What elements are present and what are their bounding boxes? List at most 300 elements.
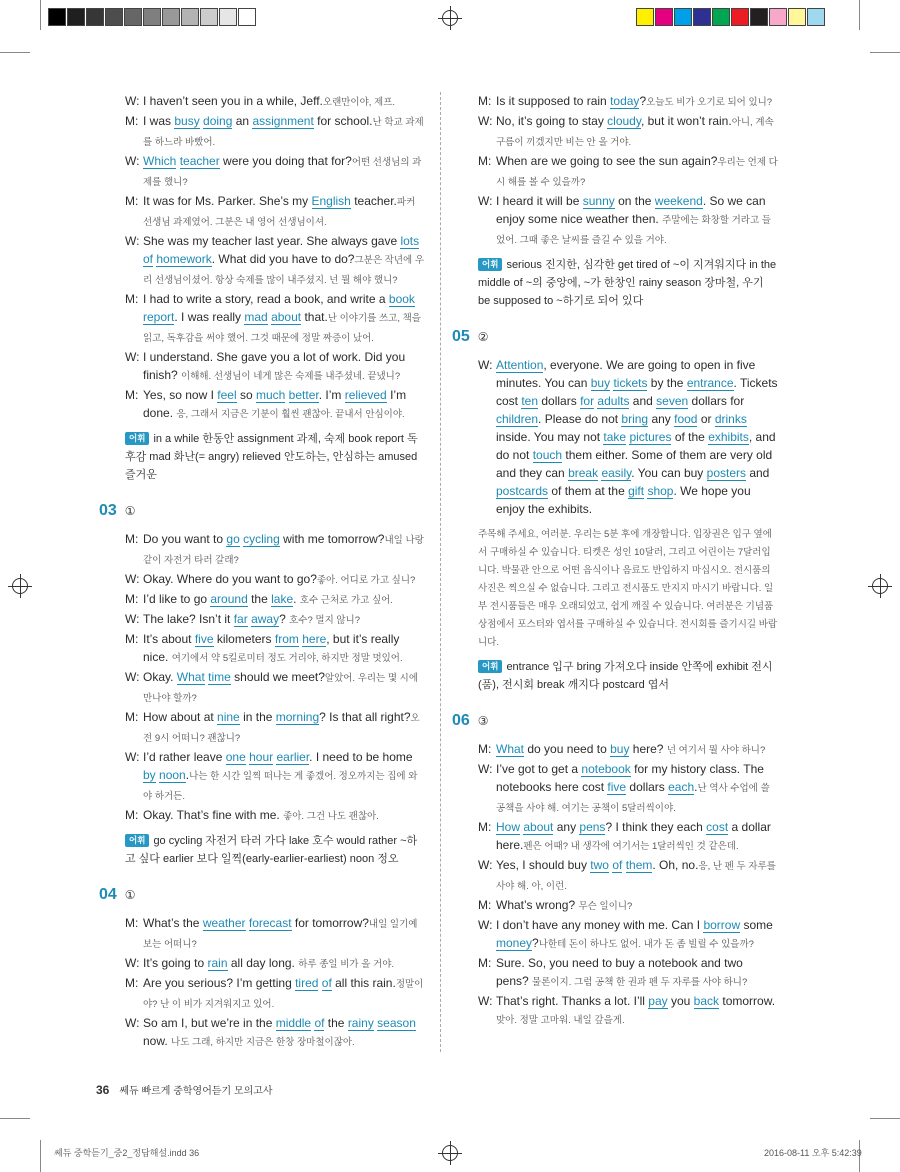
dialogue-line <box>478 152 778 192</box>
korean-translation: 하루 종일 비가 올 거야. <box>298 959 395 970</box>
vocab-badge: 어휘 <box>125 432 149 445</box>
answer-word: borrow <box>703 918 741 932</box>
answer-word: posters <box>706 466 746 480</box>
dialogue-line <box>125 386 425 424</box>
korean-translation: 아니, 계속 구름이 끼겠지만 비는 안 올 거야. <box>496 117 774 148</box>
answer-word: of <box>321 976 332 990</box>
color-swatch <box>769 8 787 26</box>
answer-word: postcards <box>496 484 549 498</box>
answer-word: ten <box>521 394 539 408</box>
english-text: teacher. <box>350 194 397 208</box>
speaker-label: W: <box>125 94 140 108</box>
answer-word: much <box>255 388 286 402</box>
english-text: , but it won’t rain. <box>640 114 732 128</box>
english-text: Yes, so now I <box>143 388 218 402</box>
korean-translation: 오랜만이야, 제프. <box>322 97 396 108</box>
vocab-text: go cycling 자전거 타러 가다 lake 호수 would rather ~하고 싶다 earlier 보다 일찍(early-earlier-earliest) noon 정오 <box>125 835 418 865</box>
korean-translation: 나한테 돈이 하나도 없어. 내가 돈 좀 빌릴 수 있을까? <box>538 939 754 950</box>
speaker-label: W: <box>125 350 140 364</box>
dialogue-line <box>125 708 425 748</box>
color-swatch <box>219 8 237 26</box>
answer-choice: ① <box>124 504 136 518</box>
registration-mark-top <box>442 10 458 26</box>
registration-mark-bottom <box>442 1145 458 1161</box>
english-text: and <box>629 394 657 408</box>
color-swatch <box>731 8 749 26</box>
speaker-label: M: <box>125 976 139 990</box>
crop-mark <box>870 52 900 53</box>
korean-translation: 응, 그래서 지금은 기분이 훨씬 괜찮아. 끝내서 안심이야. <box>176 409 405 420</box>
question-header <box>99 886 425 904</box>
dialogue-line <box>125 530 425 570</box>
english-text: . Please do not <box>538 412 622 426</box>
english-text: I was <box>143 114 175 128</box>
answer-word: English <box>311 194 351 208</box>
dialogue-line <box>125 152 425 192</box>
speaker-label: W: <box>125 612 140 626</box>
dialogue-line <box>125 748 425 806</box>
english-text: No, it’s going to stay <box>496 114 608 128</box>
english-text: Okay. That’s fine with me. <box>143 808 284 822</box>
english-text: should we meet? <box>230 670 325 684</box>
answer-word: of <box>143 252 154 266</box>
english-text: . <box>185 768 190 782</box>
question-header <box>452 328 778 346</box>
english-text: . I need to be home <box>309 750 413 764</box>
color-swatch <box>636 8 654 26</box>
dialogue-line <box>478 818 778 856</box>
english-text: and <box>746 466 770 480</box>
answer-word: tired <box>295 976 319 990</box>
answer-word: sunny <box>582 194 615 208</box>
english-text: . <box>694 780 698 794</box>
english-text: The lake? Isn’t it <box>143 612 234 626</box>
speaker-label: W: <box>478 994 493 1008</box>
book-title: 쎄듀 빠르게 중학영어듣기 모의고사 <box>119 1086 273 1097</box>
dialogue-03 <box>125 530 425 826</box>
speaker-label: M: <box>478 94 492 108</box>
dialogue-line <box>125 290 425 348</box>
color-swatch <box>655 8 673 26</box>
answer-word: around <box>210 592 248 606</box>
speaker-label: M: <box>478 820 492 834</box>
speaker-label: M: <box>125 194 139 208</box>
korean-translation: 주말에는 화창할 거라고 들었어. 그때 좋은 날씨를 즐길 수 있을 거야. <box>496 215 771 246</box>
answer-word: doing <box>203 114 233 128</box>
english-text: so <box>236 388 256 402</box>
vocab-badge: 어휘 <box>478 258 502 271</box>
korean-translation: 오전 9시 어떠니? 괜찮니? <box>143 713 420 744</box>
english-text: Is it supposed to rain <box>496 94 611 108</box>
dialogue-line <box>478 954 778 992</box>
answer-word: here <box>302 632 327 646</box>
english-text: . I’m <box>318 388 345 402</box>
question-number: 05 <box>452 328 470 345</box>
registration-mark-right <box>872 578 888 594</box>
english-text: Okay. Where do you want to go? <box>143 572 317 586</box>
answer-word: pay <box>648 994 668 1008</box>
english-text: them either. Some of them are very old and they can <box>496 448 773 480</box>
korean-translation: 여기에서 약 5킬로미터 정도 거리야, 하지만 정말 멋있어. <box>171 653 403 664</box>
english-text: I heard it will be <box>496 194 583 208</box>
color-swatch <box>788 8 806 26</box>
question-header <box>99 502 425 520</box>
dialogue-line <box>478 856 778 896</box>
answer-word: better <box>288 388 319 402</box>
answer-word: forecast <box>248 916 292 930</box>
answer-word: relieved <box>344 388 387 402</box>
crop-mark <box>870 1118 900 1119</box>
speaker-label: W: <box>125 956 140 970</box>
dialogue-line <box>125 1014 425 1052</box>
answer-word: each <box>668 780 695 794</box>
answer-word: for <box>580 394 595 408</box>
korean-translation: 넌 여기서 뭘 사야 하니? <box>666 745 766 756</box>
speaker-label: M: <box>125 292 139 306</box>
answer-word: season <box>377 1016 416 1030</box>
answer-word: lots <box>400 234 420 248</box>
english-text: by the <box>647 376 687 390</box>
right-column <box>452 92 778 1030</box>
korean-translation: 물론이지. 그럼 공책 한 권과 펜 두 자루를 사야 하니? <box>532 977 748 988</box>
english-text: for my history class. The notebooks here cost <box>496 762 764 794</box>
vocab-box <box>478 256 778 310</box>
color-swatch <box>162 8 180 26</box>
english-text: So am I, but we’re in the <box>143 1016 276 1030</box>
english-text: you <box>667 994 694 1008</box>
korean-translation: 파커 선생님 과제였어. 그분은 내 영어 선생님이셔. <box>143 197 416 228</box>
english-text: ? <box>279 612 290 626</box>
speaker-label: M: <box>125 114 139 128</box>
answer-word: touch <box>532 448 563 462</box>
english-text: ? Is that all right? <box>319 710 411 724</box>
english-text: What’s wrong? <box>496 898 579 912</box>
dialogue-line <box>478 916 778 954</box>
english-text: in the <box>239 710 276 724</box>
answer-word: from <box>274 632 299 646</box>
speaker-label: M: <box>125 710 139 724</box>
english-text: ? <box>532 936 539 950</box>
english-text: ? I think they each <box>605 820 707 834</box>
english-text: dollars for <box>688 394 745 408</box>
answer-word: morning <box>275 710 320 724</box>
dialogue-line <box>125 92 425 112</box>
english-text: It’s about <box>143 632 195 646</box>
color-swatch <box>674 8 692 26</box>
dialogue-line <box>125 112 425 152</box>
english-text: do you need to <box>524 742 611 756</box>
answer-word: about <box>523 820 554 834</box>
answer-word: mad <box>244 310 268 324</box>
korean-translation: 맞아. 정말 고마워. 내일 갚을게. <box>496 1015 625 1026</box>
english-text: for tomorrow? <box>291 916 369 930</box>
korean-translation: 무슨 일이니? <box>578 901 633 912</box>
color-swatch <box>238 8 256 26</box>
crop-mark <box>40 0 41 30</box>
vocab-box <box>478 658 778 694</box>
korean-translation: 난 학교 과제를 하느라 바빴어. <box>143 117 424 148</box>
korean-translation: 난 역사 수업에 쓸 공책을 사야 해. 여기는 공책이 5달러씩이야. <box>496 783 770 814</box>
korean-translation: 나는 한 시간 일찍 떠나는 게 좋겠어. 정오까지는 집에 와야 하거든. <box>143 771 418 802</box>
korean-translation: 우리는 언제 다시 해를 볼 수 있을까? <box>496 157 778 188</box>
answer-word: gift <box>628 484 645 498</box>
english-text: . So we can enjoy some nice weather then. <box>496 194 766 226</box>
color-swatch <box>124 8 142 26</box>
answer-word: Attention <box>496 358 544 372</box>
speaker-label: W: <box>125 154 140 168</box>
english-text: any <box>648 412 675 426</box>
answer-word: today <box>610 94 640 108</box>
english-text: all this rain. <box>331 976 396 990</box>
english-text: kilometers <box>213 632 275 646</box>
english-text: the <box>247 592 272 606</box>
column-divider <box>440 92 441 1052</box>
korean-translation: 좋아. 어디로 가고 싶니? <box>316 575 416 586</box>
answer-word: bring <box>621 412 649 426</box>
vocab-text: entrance 입구 bring 가져오다 inside 안쪽에 exhibit 전시(품), 전시회 break 깨지다 postcard 엽서 <box>478 661 773 691</box>
korean-translation: 정말이야? 난 이 비가 지겨워지고 있어. <box>143 979 424 1010</box>
answer-word: five <box>607 780 627 794</box>
translation-05: 주목해 주세요, 여러분. 우리는 5분 후에 개장합니다. 입장권은 입구 옆에서 구매하실 수 있습니다. 티켓은 성인 10달러, 그리고 어린이는 7달러입니다. 박물관 안으로 어떤 음식이나 음료도 반입하지 마십시오. 전시품의 사진은 찍으실 수 없습니다. 그리고 전시품도 만지지 마시기 바랍니다. 일부 전시품들은 매우 오래되었고, 쉽게 깨질 수 있습니다. 여러분은 기념품 상점에서 포스터와 엽서를 구매하실 수 있습니다. 전시회를 즐기시길 바랍니다. <box>478 529 778 648</box>
dialogue-line <box>125 348 425 386</box>
korean-translation: 내일 나랑 같이 자전거 타러 갈래? <box>143 535 424 566</box>
answer-word: of <box>612 858 623 872</box>
answer-word: about <box>271 310 302 324</box>
english-text: inside. You may not <box>496 430 604 444</box>
english-text: that. <box>301 310 328 324</box>
color-swatch <box>712 8 730 26</box>
english-text: or <box>697 412 715 426</box>
answer-word: entrance <box>686 376 734 390</box>
speaker-label: W: <box>125 572 140 586</box>
crop-mark <box>40 1140 41 1172</box>
color-swatch <box>67 8 85 26</box>
english-text: , everyone. We are going to open in five minutes. You can <box>496 358 756 390</box>
korean-translation: 어떤 선생님의 과제를 했니? <box>143 157 422 188</box>
english-text: I’d like to go <box>143 592 211 606</box>
korean-translation: 펜은 어때? 내 생각에 여기서는 1달러씩인 것 같은데. <box>523 841 739 852</box>
english-text: , and do not <box>496 430 776 462</box>
answer-word: homework <box>156 252 212 266</box>
answer-word: one <box>225 750 246 764</box>
dialogue-line <box>125 630 425 668</box>
english-text: Yes, I should buy <box>496 858 591 872</box>
english-text: dollars <box>626 780 669 794</box>
question-number: 06 <box>452 712 470 729</box>
speaker-label: M: <box>125 532 139 546</box>
speaker-label: W: <box>125 1016 140 1030</box>
english-text: . We hope you enjoy the exhibits. <box>496 484 751 516</box>
dialogue-line <box>125 914 425 954</box>
answer-choice: ① <box>124 888 136 902</box>
answer-word: seven <box>656 394 689 408</box>
answer-word: weather <box>202 916 246 930</box>
answer-word: Which <box>143 154 177 168</box>
english-text: here? <box>629 742 667 756</box>
english-text: I’d rather leave <box>143 750 226 764</box>
color-swatch <box>105 8 123 26</box>
english-text: How about at <box>143 710 218 724</box>
answer-word: book <box>388 292 415 306</box>
speaker-label: M: <box>125 592 139 606</box>
speaker-label: M: <box>125 916 139 930</box>
answer-word: cost <box>706 820 729 834</box>
page-number: 36 <box>96 1083 110 1097</box>
speaker-label: W: <box>478 858 493 872</box>
answer-word: easily <box>601 466 632 480</box>
english-text: . <box>293 592 300 606</box>
answer-word: adults <box>597 394 630 408</box>
answer-word: feel <box>217 388 237 402</box>
dialogue-line <box>478 192 778 250</box>
speaker-label: W: <box>478 762 493 776</box>
answer-word: two <box>590 858 609 872</box>
english-text: . Oh, no. <box>652 858 699 872</box>
question-number: 04 <box>99 886 117 903</box>
english-text: I haven’t seen you in a while, Jeff. <box>143 94 323 108</box>
speaker-label: M: <box>478 154 492 168</box>
dialogue-line <box>478 92 778 112</box>
english-text: were you doing that for? <box>219 154 352 168</box>
korean-translation: 응, 난 펜 두 자루를 사야 해. 아, 이런. <box>496 861 776 892</box>
english-text: of them at the <box>548 484 629 498</box>
english-text: She was my teacher last year. She always gave <box>143 234 401 248</box>
left-column <box>99 92 425 1052</box>
answer-word: earlier <box>276 750 310 764</box>
dialogue-line <box>125 954 425 974</box>
english-text: dollars <box>538 394 581 408</box>
vocab-box <box>125 832 425 868</box>
dialogue-04-continued <box>478 92 778 250</box>
answer-choice: ③ <box>477 714 489 728</box>
english-text: of the <box>671 430 709 444</box>
answer-word: rain <box>207 956 228 970</box>
answer-word: buy <box>590 376 611 390</box>
vocab-badge: 어휘 <box>125 834 149 847</box>
english-text: Okay. <box>143 670 177 684</box>
vocab-box <box>125 430 425 484</box>
dialogue-line <box>125 192 425 232</box>
korean-translation: 내일 일기예보는 어떠니? <box>143 919 418 950</box>
dialogue-line <box>478 992 778 1030</box>
english-text: . What did you have to do? <box>211 252 355 266</box>
english-text: ? <box>639 94 647 108</box>
vocab-text: in a while 한동안 assignment 과제, 숙제 book report 독후감 mad 화난(= angry) relieved 안도하는, 안심하는 amused 즐거운 <box>125 433 418 481</box>
english-text: Are you serious? I’m getting <box>143 976 296 990</box>
dialogue-04 <box>125 914 425 1052</box>
answer-word: rainy <box>347 1016 374 1030</box>
vocab-badge: 어휘 <box>478 660 502 673</box>
color-swatch <box>807 8 825 26</box>
dialogue-line <box>125 610 425 630</box>
answer-word: busy <box>174 114 200 128</box>
answer-word: cycling <box>243 532 280 546</box>
answer-word: time <box>208 670 231 684</box>
announcement-05 <box>478 356 778 518</box>
crop-mark <box>859 0 860 30</box>
dialogue-line <box>125 806 425 826</box>
answer-word: break <box>568 466 599 480</box>
answer-word: report <box>143 310 175 324</box>
dialogue-line <box>125 232 425 290</box>
answer-word: take <box>603 430 627 444</box>
answer-word: go <box>226 532 240 546</box>
answer-word: assignment <box>252 114 314 128</box>
english-text: any <box>553 820 580 834</box>
english-text: tomorrow. <box>719 994 776 1008</box>
english-text: I don’t have any money with me. Can I <box>496 918 704 932</box>
color-swatch <box>143 8 161 26</box>
answer-word: pictures <box>629 430 672 444</box>
vocab-text: serious 진지한, 심각한 get tired of ~이 지겨워지다 in the middle of ~의 중앙에, ~가 한창인 rainy season 장마철, 우기 be supposed to ~하기로 되어 있다 <box>478 259 777 307</box>
registration-mark-left <box>12 578 28 594</box>
slug-filename: 쎄듀 중학듣기_중2_정답해설.indd 36 <box>54 1148 200 1158</box>
color-swatch <box>693 8 711 26</box>
dialogue-line <box>125 570 425 590</box>
dialogue-line <box>478 356 778 518</box>
english-text: When are we going to see the sun again? <box>496 154 718 168</box>
answer-word: noon <box>159 768 186 782</box>
dialogue-line <box>125 590 425 610</box>
answer-word: of <box>314 1016 325 1030</box>
speaker-label: M: <box>125 808 139 822</box>
english-text: . I was really <box>174 310 245 324</box>
answer-word: drinks <box>714 412 747 426</box>
english-text: . You can buy <box>631 466 707 480</box>
speaker-label: W: <box>478 358 493 372</box>
page-footer <box>96 1082 273 1097</box>
dialogue-line <box>478 112 778 152</box>
speaker-label: M: <box>478 742 492 756</box>
answer-word: What <box>176 670 205 684</box>
speaker-label: M: <box>125 388 139 402</box>
english-text: It’s going to <box>143 956 208 970</box>
answer-word: away <box>251 612 280 626</box>
answer-word: weekend <box>654 194 703 208</box>
speaker-label: M: <box>478 956 492 970</box>
english-text: the <box>324 1016 348 1030</box>
english-text: Do you want to <box>143 532 227 546</box>
korean-translation: 알았어. 우리는 몇 시에 만나야 할까? <box>143 673 419 704</box>
korean-translation: 이해해. 선생님이 네게 많은 숙제를 내주셨네. 끝냈니? <box>181 371 401 382</box>
dialogue-line <box>478 740 778 760</box>
speaker-label: W: <box>478 194 493 208</box>
slug-datetime: 2016-08-11 오후 5:42:39 <box>764 1148 862 1158</box>
dialogue-line <box>125 974 425 1014</box>
answer-word: hour <box>249 750 274 764</box>
korean-translation: 좋아. 그건 나도 괜찮아. <box>283 811 379 822</box>
korean-translation: 나도 그래, 하지만 지금은 한창 장마철이잖아. <box>171 1037 355 1048</box>
speaker-label: W: <box>478 114 493 128</box>
answer-word: nine <box>217 710 240 724</box>
answer-word: back <box>693 994 720 1008</box>
color-bar-grayscale <box>48 8 257 26</box>
color-swatch <box>181 8 199 26</box>
answer-word: children <box>496 412 539 426</box>
dialogue-line <box>478 896 778 916</box>
dialogue-line <box>125 668 425 708</box>
english-text: some <box>740 918 773 932</box>
speaker-label: W: <box>125 750 140 764</box>
english-text: I had to write a story, read a book, and write a <box>143 292 389 306</box>
answer-word: them <box>625 858 653 872</box>
english-text: It was for Ms. Parker. She’s my <box>143 194 312 208</box>
answer-word: money <box>496 936 533 950</box>
answer-word: tickets <box>613 376 648 390</box>
english-text: for school. <box>313 114 373 128</box>
answer-word: exhibits <box>708 430 749 444</box>
korean-translation: 호수? 멀지 않니? <box>289 615 361 626</box>
